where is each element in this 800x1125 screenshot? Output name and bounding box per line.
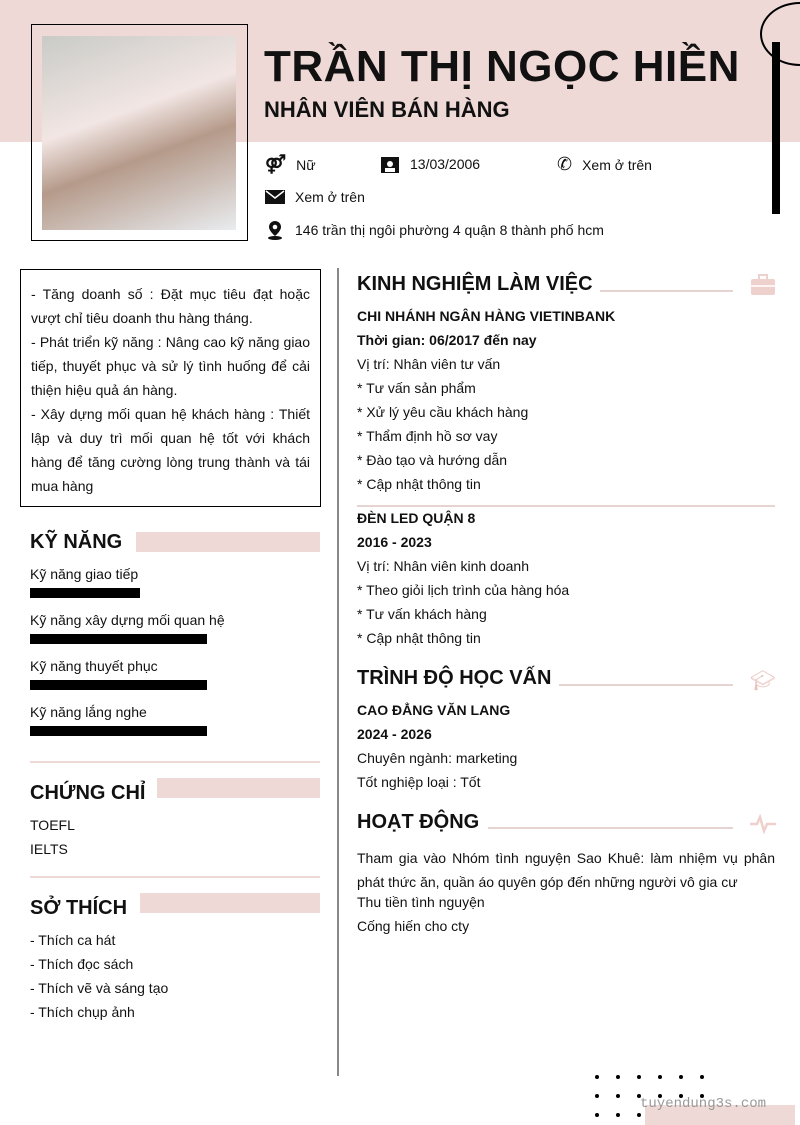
calendar-icon (380, 154, 400, 174)
objective-item: - Xây dựng mối quan hệ khách hàng : Thiết lập và duy trì mối quan hệ tốt với khách hàng để tăng cường lòng trung thành và tái mua hàng (31, 406, 310, 494)
job-detail: * Cập nhật thông tin (357, 476, 481, 492)
email-info (265, 187, 365, 207)
education-line: Tốt nghiệp loại : Tốt (357, 774, 481, 790)
hobby-item: - Thích ca hát (30, 932, 116, 948)
skill-label: Kỹ năng lắng nghe (30, 704, 147, 720)
experience-title: KINH NGHIỆM LÀM VIỆC (357, 273, 593, 295)
skill-label: Kỹ năng thuyết phục (30, 658, 158, 674)
job-detail: Vị trí: Nhân viên tư vấn (357, 356, 501, 372)
certificates-title: CHỨNG CHỈ (30, 782, 146, 804)
activity-line: Cống hiến cho cty (357, 918, 470, 934)
graduation-cap-icon: 🎓︎ (750, 670, 776, 692)
activity-line: Tham gia vào Nhóm tình nguyện Sao Khuê: làm nhiệm vụ phân phát thức ăn, quần áo quyên góp đến những người vô gia cư (357, 850, 775, 890)
phone-text: Xem ở trên (582, 156, 652, 173)
gender-text: Nữ (296, 156, 316, 173)
job-detail: * Xử lý yêu cầu khách hàng (357, 404, 529, 420)
watermark: tuyendung3s.com (640, 1096, 767, 1112)
hobby-item: - Thích vẽ và sáng tạo (30, 980, 169, 996)
education-time: 2024 - 2026 (357, 726, 432, 742)
gender-icon: ⚤ (265, 154, 287, 174)
activities-title: HOẠT ĐỘNG (357, 811, 480, 833)
title-decor (157, 778, 320, 798)
phone-info (557, 154, 652, 175)
skill-label: Kỹ năng xây dựng mối quan hệ (30, 612, 225, 628)
certificate-item: TOEFL (30, 817, 75, 833)
skill-label: Kỹ năng giao tiếp (30, 566, 139, 582)
title-line (488, 827, 733, 829)
education-line: Chuyên ngành: marketing (357, 750, 518, 766)
email-text: Xem ở trên (295, 189, 365, 205)
skill-level-bar (30, 726, 207, 736)
activity-line: Thu tiền tình nguyện (357, 894, 485, 910)
objective-item: - Tăng doanh số : Đặt mục tiêu đạt hoặc vượt chỉ tiêu doanh thu hàng tháng. (31, 286, 310, 326)
candidate-name: TRẦN THỊ NGỌC HIỀN (264, 42, 740, 91)
job-title: NHÂN VIÊN BÁN HÀNG (264, 97, 510, 122)
hobby-item: - Thích chụp ảnh (30, 1004, 135, 1020)
phone-icon: ✆ (557, 154, 573, 174)
divider (30, 876, 320, 878)
title-decor (140, 893, 320, 913)
title-line (600, 290, 733, 292)
job-detail: * Theo giỏi lịch trình của hàng hóa (357, 582, 570, 598)
profile-photo (42, 36, 236, 230)
job-detail: * Tư vấn sản phẩm (357, 380, 476, 396)
job-detail: * Thẩm định hồ sơ vay (357, 428, 498, 444)
job-detail: Vị trí: Nhân viên kinh doanh (357, 558, 529, 574)
title-decor (136, 532, 320, 552)
company-name: ĐÈN LED QUẬN 8 (357, 510, 476, 526)
skill-level-bar (30, 588, 140, 598)
education-title: TRÌNH ĐỘ HỌC VẤN (357, 667, 552, 689)
job-detail: * Cập nhật thông tin (357, 630, 481, 646)
job-time: 2016 - 2023 (357, 534, 432, 550)
gender-info (265, 154, 316, 175)
title-line (559, 684, 733, 686)
skill-level-bar (30, 634, 207, 644)
envelope-icon (265, 187, 285, 207)
skills-title: KỸ NĂNG (30, 531, 123, 553)
certificate-item: IELTS (30, 841, 68, 857)
divider (357, 505, 775, 507)
job-detail: * Đào tạo và hướng dẫn (357, 452, 508, 468)
job-time: Thời gian: 06/2017 đến nay (357, 332, 537, 348)
address-text: 146 trần thị ngôi phường 4 quận 8 thành phố hcm (295, 222, 604, 238)
skill-level-bar (30, 680, 207, 690)
briefcase-icon (750, 274, 776, 296)
birthday-info (380, 154, 480, 174)
pulse-icon (750, 814, 776, 834)
column-divider (337, 268, 339, 1076)
location-pin-icon (265, 220, 285, 240)
divider (30, 761, 320, 763)
decor-bar (772, 42, 780, 214)
school-name: CAO ĐẲNG VĂN LANG (357, 702, 511, 718)
hobby-item: - Thích đọc sách (30, 956, 134, 972)
objective-item: - Phát triển kỹ năng : Nâng cao kỹ năng giao tiếp, thuyết phục và sử lý tình huống để cải thiện hiệu quả án hàng. (31, 334, 310, 398)
birthday-text: 13/03/2006 (410, 156, 481, 172)
hobbies-title: SỞ THÍCH (30, 897, 128, 919)
address-info (265, 220, 604, 240)
job-detail: * Tư vấn khách hàng (357, 606, 487, 622)
career-objective (20, 269, 321, 507)
company-name: CHI NHÁNH NGÂN HÀNG VIETINBANK (357, 308, 616, 324)
